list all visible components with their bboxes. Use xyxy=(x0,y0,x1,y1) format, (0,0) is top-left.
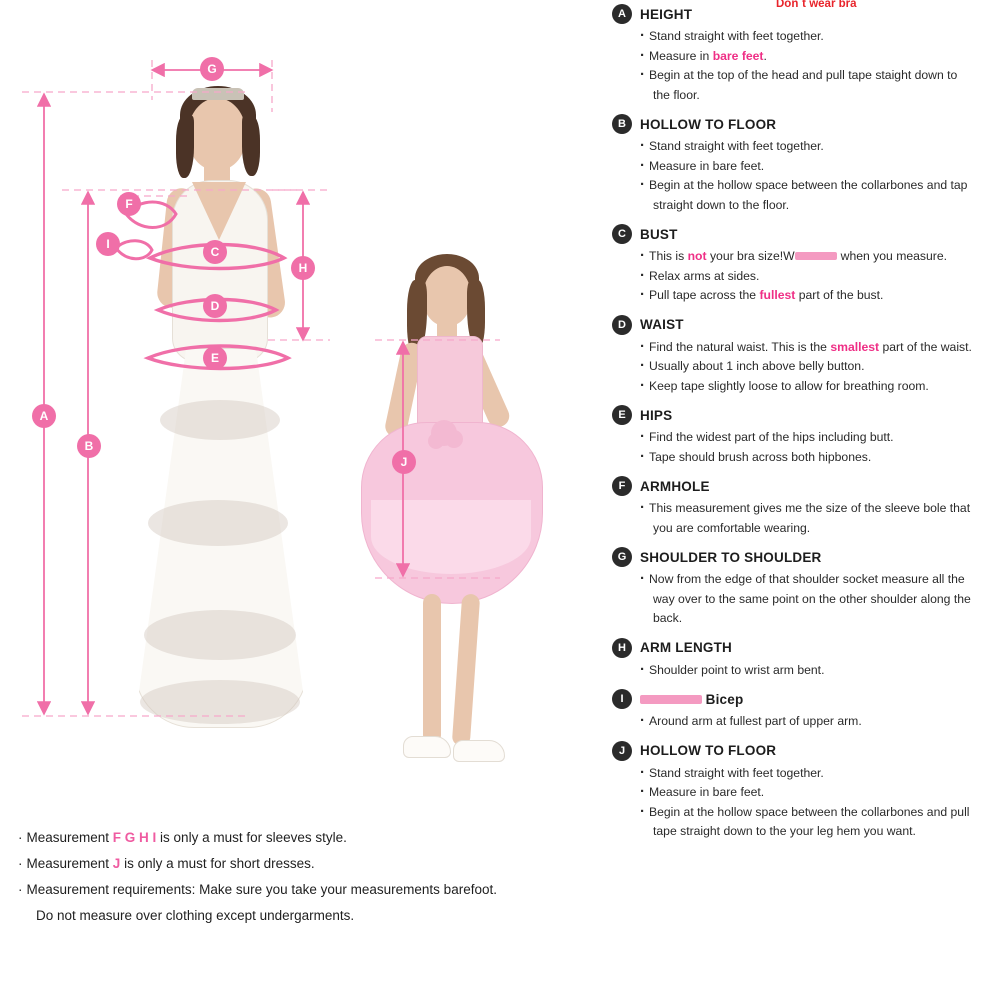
badge-marker-G: G xyxy=(200,57,224,81)
section-badge-b: B xyxy=(612,114,632,134)
instruction-line: · Around arm at fullest part of upper arm. xyxy=(640,712,996,732)
section-title: Bicep xyxy=(640,692,743,707)
section-header xyxy=(612,405,996,425)
redacted-text xyxy=(795,249,838,263)
instruction-line-continuation: back. xyxy=(653,611,683,625)
instruction-line-continuation: way over to the same point on the other shoulder along the xyxy=(653,591,971,606)
section-body xyxy=(612,428,996,467)
section-body xyxy=(612,247,996,306)
instruction-line-continuation: tape straight down to the your leg hem you want. xyxy=(653,824,916,838)
instruction-line: · Now from the edge of that shoulder socket measure all the xyxy=(640,570,996,590)
section-body xyxy=(612,27,996,105)
section-body xyxy=(612,712,996,732)
section-header xyxy=(612,476,996,496)
instruction-line: · Find the natural waist. This is the smallest part of the waist. xyxy=(640,338,996,358)
section-title: HOLLOW TO FLOOR xyxy=(640,116,777,132)
instruction-line: · Stand straight with feet together. xyxy=(640,27,996,47)
instruction-line: · Shoulder point to wrist arm bent. xyxy=(640,661,996,681)
instruction-line: · Begin at the top of the head and pull tape staight down to xyxy=(640,66,996,86)
section-arm-length xyxy=(612,638,996,681)
section-header xyxy=(612,114,996,134)
instruction-line: · Pull tape across the fullest part of the bust. xyxy=(640,286,996,306)
section-badge-e: E xyxy=(612,405,632,425)
badge-marker-D: D xyxy=(203,294,227,318)
instructions-panel xyxy=(608,0,1000,1000)
note-item-continuation: Do not measure over clothing except undergarments. xyxy=(36,908,355,923)
instruction-line: · Begin at the hollow space between the collarbones and tap xyxy=(640,176,996,196)
section-body xyxy=(612,137,996,215)
badge-marker-I: I xyxy=(96,232,120,256)
instruction-line: · Measure in bare feet. xyxy=(640,783,996,803)
section-body xyxy=(612,764,996,842)
instruction-line: · Stand straight with feet together. xyxy=(640,764,996,784)
instruction-line: · Relax arms at sides. xyxy=(640,267,996,287)
section-badge-h: H xyxy=(612,638,632,658)
instruction-line: · Keep tape slightly loose to allow for breathing room. xyxy=(640,377,996,397)
section-badge-f: F xyxy=(612,476,632,496)
section-body xyxy=(612,338,996,397)
instruction-line: · Stand straight with feet together. xyxy=(640,137,996,157)
section-title: BUST xyxy=(640,226,678,242)
section-height xyxy=(612,4,996,105)
section-header xyxy=(612,689,996,709)
section-badge-a: A xyxy=(612,4,632,24)
instruction-line: · Tape should brush across both hipbones. xyxy=(640,448,996,468)
measurement-overlay xyxy=(0,0,600,800)
instruction-line: · Usually about 1 inch above belly button. xyxy=(640,357,996,377)
badge-marker-J: J xyxy=(392,450,416,474)
section-title: WAIST xyxy=(640,317,684,332)
instruction-line-continuation: straight down to the floor. xyxy=(653,197,790,212)
badge-marker-H: H xyxy=(291,256,315,280)
badge-marker-B: B xyxy=(77,434,101,458)
section-header xyxy=(612,741,996,761)
section-armhole xyxy=(612,476,996,538)
section-hips xyxy=(612,405,996,467)
instruction-line: · Measure in bare feet. xyxy=(640,47,996,67)
instruction-line: · Find the widest part of the hips including butt. xyxy=(640,428,996,448)
section-waist xyxy=(612,315,996,397)
instruction-line: · Measure in bare feet. xyxy=(640,157,996,177)
section-title: HEIGHT xyxy=(640,6,693,22)
section-badge-j: J xyxy=(612,741,632,761)
section-title: HIPS xyxy=(640,407,673,423)
section-title: ARMHOLE xyxy=(640,478,710,494)
instruction-line-continuation: you are comfortable wearing. xyxy=(653,520,811,535)
section-badge-d: D xyxy=(612,315,632,335)
section-hollow-to-floor xyxy=(612,114,996,215)
section-shoulder-to-shoulder xyxy=(612,547,996,629)
badge-marker-A: A xyxy=(32,404,56,428)
badge-marker-E: E xyxy=(203,346,227,370)
instruction-line: · This measurement gives me the size of the sleeve bole that xyxy=(640,499,996,519)
instruction-line-continuation: the floor. xyxy=(653,87,700,102)
section-body xyxy=(612,499,996,538)
section-header xyxy=(612,638,996,658)
note-item: · Measurement requirements: Make sure you take your measurements barefoot. xyxy=(18,882,497,897)
section-hollow-to-hem xyxy=(612,741,996,842)
section-header xyxy=(612,547,996,567)
bra-warning-note: Don´t wear bra xyxy=(776,0,857,10)
section-body xyxy=(612,570,996,629)
section-title: ARM LENGTH xyxy=(640,640,732,655)
note-item: · Measurement F G H I is only a must for sleeves style. xyxy=(18,830,347,845)
section-badge-g: G xyxy=(612,547,632,567)
section-title: HOLLOW TO FLOOR xyxy=(640,743,777,758)
section-badge-i: I xyxy=(612,689,632,709)
badge-marker-F: F xyxy=(117,192,141,216)
left-notes xyxy=(18,825,578,929)
instruction-line: · Begin at the hollow space between the collarbones and pull xyxy=(640,803,996,823)
redacted-text xyxy=(640,692,702,707)
section-title: SHOULDER TO SHOULDER xyxy=(640,549,822,565)
badge-marker-C: C xyxy=(203,240,227,264)
note-item: · Measurement J is only a must for short dresses. xyxy=(18,856,315,871)
section-bicep xyxy=(612,689,996,732)
section-header xyxy=(612,315,996,335)
instruction-line: · This is not your bra size!W when you measure. xyxy=(640,247,996,267)
section-badge-c: C xyxy=(612,224,632,244)
section-body xyxy=(612,661,996,681)
